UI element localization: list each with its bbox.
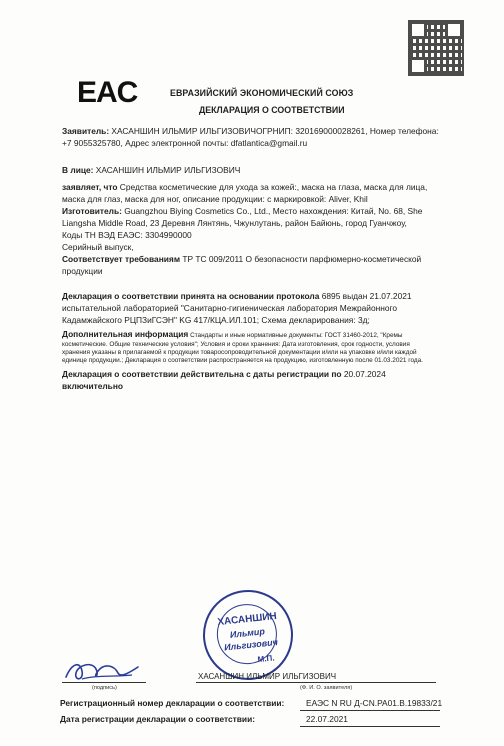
company-stamp [199, 586, 298, 685]
reg-number-line [300, 710, 440, 711]
basis-line-2: испытательной лабораторией "Санитарно-гигиеническая лаборатория Межрайонного [62, 303, 398, 313]
person-line [62, 165, 240, 176]
qr-finder-top-left [409, 21, 427, 39]
basis-label: Декларация о соответствии принята на основании протокола [62, 291, 320, 301]
reg-number: ЕАЭС N RU Д-CN.PA01.B.19833/21 [306, 698, 443, 708]
qr-code [408, 20, 464, 76]
additional-line-4: единице продукции.; Декларация о соответствии распространяется на продукцию, изготовленную после 01.03.2021 года. [62, 357, 423, 364]
signature-caption: (подпись) [92, 685, 117, 691]
manufacturer-line-1 [62, 206, 422, 217]
stamp-mp: М.П. [257, 653, 275, 665]
declares-label: заявляет, что [62, 182, 118, 192]
requirements-label: Соответствует требованиям [62, 254, 181, 264]
basis-line-1 [62, 291, 412, 302]
additional-text-1: Стандарты и иные нормативные документы: ГОСТ 31460-2012, "Кремы [188, 332, 403, 339]
handwritten-signature [62, 655, 142, 685]
validity-line-1 [62, 369, 386, 380]
org-title: ЕВРАЗИЙСКИЙ ЭКОНОМИЧЕСКИЙ СОЮЗ [170, 88, 354, 98]
declares-text-1: Средства косметические для ухода за кожей:, маска на глаза, маска для лица, [117, 182, 428, 192]
manufacturer-label: Изготовитель: [62, 206, 122, 216]
signatory-name: ХАСАНШИН ИЛЬМИР ИЛЬГИЗОВИЧ [198, 672, 337, 681]
applicant-line-1 [62, 126, 439, 137]
qr-finder-bottom-left [409, 57, 427, 75]
requirements-line-2: продукции [62, 266, 103, 276]
applicant-text: ХАСАНШИН ИЛЬМИР ИЛЬГИЗОВИЧОГРНИП: 320169000028261, Номер телефона: [109, 126, 439, 136]
qr-finder-top-right [445, 21, 463, 39]
doc-title: ДЕКЛАРАЦИЯ О СООТВЕТСТВИИ [199, 105, 345, 115]
person-name: ХАСАНШИН ИЛЬМИР ИЛЬГИЗОВИЧ [93, 165, 241, 175]
serial-line: Серийный выпуск, [62, 242, 134, 252]
additional-line-3: хранения указаны в прилагаемой к продукции товаросопроводительной документации и/или на упаковке и/или каждой [62, 349, 417, 356]
requirements-text-1: ТР ТС 009/2011 О безопасности парфюмерно-косметической [180, 254, 422, 264]
basis-line-3: Кадамжайского РЦПЗиГСЭН" KG 417/КЦА.ИЛ.101; Схема декларирования: 3д; [62, 315, 370, 325]
validity-label: Декларация о соответствии действительна с даты регистрации по [62, 369, 342, 379]
stamp-line-2: Ильмир [229, 626, 266, 640]
hs-codes-line: Коды ТН ВЭД ЕАЭС: 3304990000 [62, 230, 192, 240]
manufacturer-text-1: Guangzhou Biying Cosmetics Co., Ltd., Место нахождения: Китай, No. 68, She [121, 206, 423, 216]
reg-date-label: Дата регистрации декларации о соответствии: [60, 714, 256, 724]
additional-label: Дополнительная информация [62, 329, 189, 339]
person-label: В лице: [62, 165, 94, 175]
fio-line [196, 682, 436, 683]
signature-line [62, 682, 146, 683]
manufacturer-line-2: Liangsha Middle Road, 23 Деревня Лянтянь, Чжунлутань, район Байюнь, город Гуанчжоу, [62, 218, 407, 228]
reg-date-line [300, 726, 440, 727]
fio-caption: (Ф. И. О. заявителя) [300, 685, 353, 691]
declares-line-2: маска для глаз, маска для ног, описание продукции: с маркировкой: Aliver, Khil [62, 194, 368, 204]
stamp-name: ХАСАНШИН [216, 610, 278, 629]
additional-line-1 [62, 329, 403, 340]
validity-line-2: включительно [62, 381, 124, 391]
validity-date: 20.07.2024 [341, 369, 386, 379]
reg-number-label: Регистрационный номер декларации о соответствии: [60, 698, 285, 708]
stamp-line-3: Ильгизович [223, 636, 279, 653]
requirements-line-1 [62, 254, 421, 265]
additional-line-2: косметические. Общие технические условия"; Условия и сроки хранения: Дата изготовления, срок годности, условия [62, 341, 410, 348]
applicant-line-2: +7 9055325780, Адрес электронной почты: dfatlantica@gmail.ru [62, 138, 308, 148]
eac-logo: EAC [77, 76, 138, 109]
reg-date: 22.07.2021 [306, 714, 348, 724]
applicant-label: Заявитель: [62, 126, 110, 136]
declares-line-1 [62, 182, 427, 193]
basis-text: 6895 выдан 21.07.2021 [319, 291, 412, 301]
